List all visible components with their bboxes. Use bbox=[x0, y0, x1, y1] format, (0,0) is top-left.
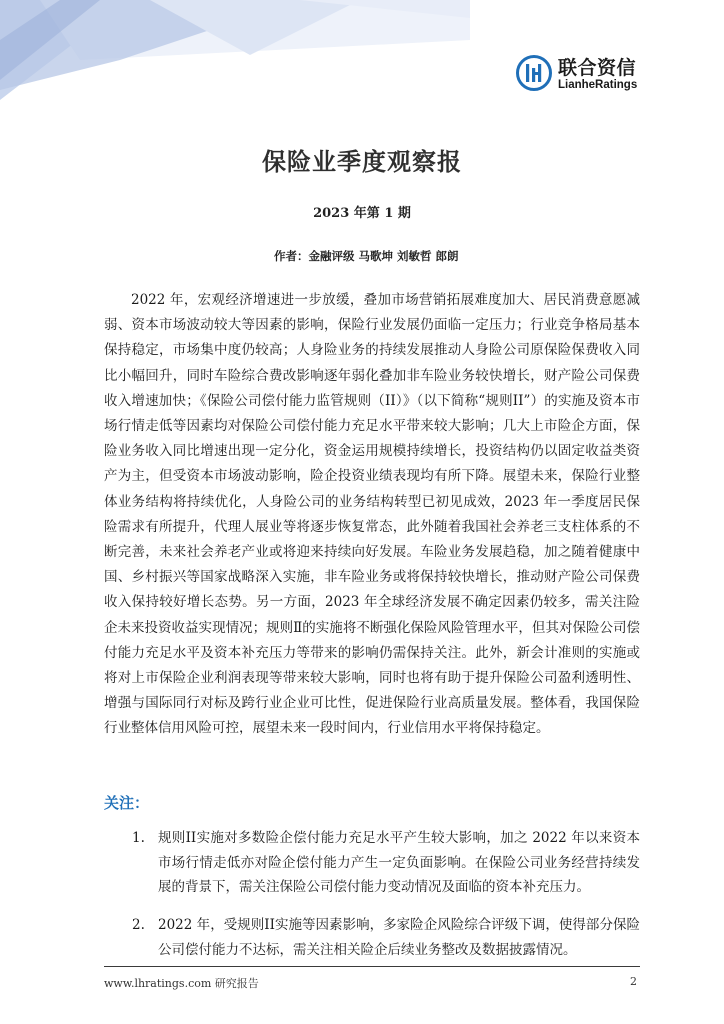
report-title: 保险业季度观察报 bbox=[262, 148, 462, 176]
logo-name-english: LianheRatings bbox=[558, 79, 638, 91]
lianhe-ratings-logo bbox=[516, 55, 646, 95]
corner-decoration bbox=[0, 0, 470, 110]
issue-number: 2023 年第 1 期 bbox=[313, 206, 411, 221]
list-item-text: 2022 年，受规则II实施等因素影响，多家险企风险综合评级下调，使得部分保险公司偿付能力不达标，需关注相关险企后续业务整改及数据披露情况。 bbox=[158, 917, 640, 958]
list-item-number: 1. bbox=[132, 830, 145, 846]
focus-list-item bbox=[132, 826, 640, 900]
summary-paragraph: 2022 年，宏观经济增速进一步放缓，叠加市场营销拓展难度加大、居民消费意愿减弱、资本市场波动较大等因素的影响，保险行业发展仍面临一定压力；行业竞争格局基本保持稳定，市场集中度仍较高；人身险业务的持续发展推动人身险公司原保险保费收入同比小幅回升，同时车险综合费改影响逐年弱化叠加非车险业务较快增长，财产险公司保费收入增速加快；《保险公司偿付能力监管规则（II）》（以下简称“规则II”）的实施及资本市场行情走低等因素均对保险公司偿付能力充足水平带来较大影响；几大上市险企方面，保险业务收入同比增速出现一定分化，资金运用规模持续增长，投资结构仍以固定收益类资产为主，但受资本市场波动影响，险企投资业绩表现均有所下降。展望未来，保险行业整体业务结构将持续优化，人身险公司的业务结构转型已初见成效，2023 年一季度居民保险需求有所提升，代理人展业等将逐步恢复常态，此外随着我国社会养老三支柱体系的不断完善，未来社会养老产业或将迎来持续向好发展。车险业务发展趋稳，加之随着健康中国、乡村振兴等国家战略深入实施，非车险业务或将保持较快增长，推动财产险公司保费收入保持较好增长态势。另一方面，2023 年全球经济发展不确定因素仍较多，需关注险企未来投资收益实现情况；规则Ⅱ的实施将不断强化保险风险管理水平，但其对保险公司偿付能力充足水平及资本补充压力等带来的影响仍需保持关注。此外，新会计准则的实施或将对上市保险企业利润表现等带来较大影响，同时也将有助于提升保险公司盈利透明性、增强与国际同行对标及跨行业企业可比性，促进保险行业高质量发展。整体看，我国保险行业整体信用风险可控，展望未来一段时间内，行业信用水平将保持稳定。 bbox=[104, 292, 640, 737]
logo-name-chinese: 联合资信 bbox=[558, 57, 637, 79]
list-item-text: 规则II实施对多数险企偿付能力充足水平产生较大影响，加之 2022 年以来资本市场行情走低亦对险企偿付能力产生一定负面影响。在保险公司业务经营持续发展的背景下，需关注保险公司偿付能力变动情况及面临的资本补充压力。 bbox=[158, 830, 640, 895]
list-item-number: 2. bbox=[132, 917, 145, 933]
focus-list-item bbox=[132, 913, 640, 962]
footer-divider bbox=[104, 966, 640, 967]
lianhe-logo-icon bbox=[516, 55, 552, 91]
page-number: 2 bbox=[630, 975, 637, 988]
focus-heading: 关注： bbox=[104, 794, 150, 812]
author-line: 作者：金融评级 马歌坤 刘敏哲 郎朗 bbox=[274, 249, 459, 263]
footer-website[interactable]: www.lhratings.com 研究报告 bbox=[104, 977, 259, 990]
